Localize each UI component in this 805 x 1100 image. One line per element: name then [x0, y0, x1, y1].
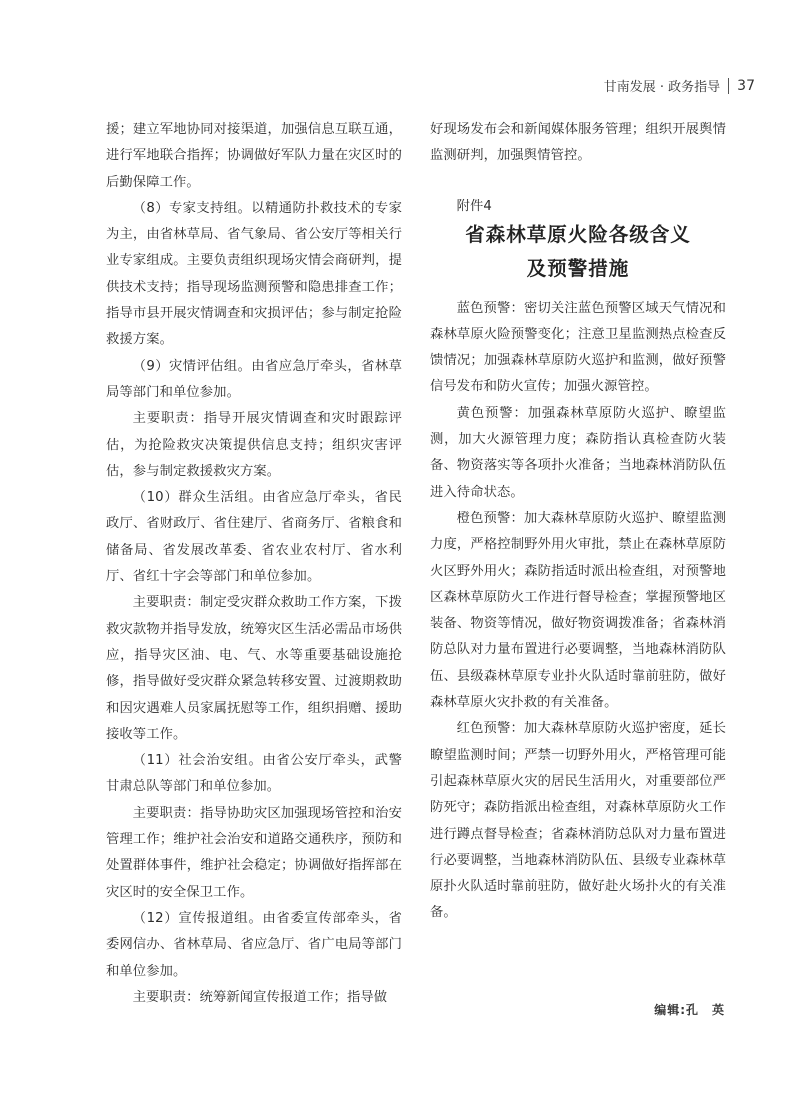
- paragraph: 主要职责：指导开展灾情调查和灾时跟踪评估，为抢险救灾决策提供信息支持；组织灾害评估，参与制定救援救灾方案。: [106, 411, 402, 479]
- attachment-title: [430, 218, 726, 286]
- paragraph: （8）专家支持组。以精通防扑救技术的专家为主，由省林草局、省气象局、省公安厅等相关行业专家组成。主要负责组织现场灾情会商研判，提供技术支持；指导现场监测预警和隐患排查工作；指导市县开展灾情调查和灾损评估；参与制定抢险救援方案。: [106, 200, 402, 348]
- header-divider: [728, 78, 729, 94]
- editor-credit: 编辑:孔 英: [654, 1003, 725, 1017]
- page-number: 37: [737, 77, 755, 94]
- paragraph: 好现场发布会和新闻媒体服务管理；组织开展舆情监测研判，加强舆情管控。: [430, 122, 726, 164]
- paragraph-blue-warning: 蓝色预警：密切关注蓝色预警区域天气情况和森林草原火险预警变化；注意卫星监测热点检查反馈情况；加强森林草原防火巡护和监测，做好预警信号发布和防火宣传；加强火源管控。: [430, 300, 726, 395]
- paragraph: （12）宣传报道组。由省委宣传部牵头，省委网信办、省林草局、省应急厅、省广电局等部门和单位参加。: [106, 910, 402, 979]
- attachment-title-line: 省森林草原火险各级含义: [465, 222, 691, 246]
- paragraph-orange-warning: 橙色预警：加大森林草原防火巡护、瞭望监测力度，严格控制野外用火审批，禁止在森林草原防火区野外用火；森防指适时派出检查组，对预警地区森林草原防火工作进行督导检查；掌握预警地区装备、物资等情况，做好物资调拨准备；省森林消防总队对力量布置进行必要调整，当地森林消防队伍、县级森林草原专业扑火队适时靠前驻防，做好森林草原火灾扑救的有关准备。: [430, 510, 726, 711]
- running-header: [604, 76, 755, 95]
- paragraph: 主要职责：制定受灾群众救助工作方案，下拨救灾款物并指导发放，统筹灾区生活必需品市场供应，指导灾区油、电、气、水等重要基础设施抢修，指导做好受灾群众紧急转移安置、过渡期救助和因灾遇难人员家属抚慰等工作，组织捐赠、援助接收等工作。: [106, 595, 402, 742]
- paragraph: （11）社会治安组。由省公安厅牵头，武警甘肃总队等部门和单位参加。: [106, 753, 402, 795]
- paragraph: （9）灾情评估组。由省应急厅牵头，省林草局等部门和单位参加。: [106, 358, 402, 400]
- right-column: [430, 117, 726, 927]
- attachment-title-line: 及预警措施: [526, 256, 630, 280]
- paragraph: （10）群众生活组。由省应急厅牵头，省民政厅、省财政厅、省住建厅、省商务厅、省粮食和储备局、省发展改革委、省农业农村厅、省水利厅、省红十字会等部门和单位参加。: [106, 490, 402, 585]
- left-column: [106, 117, 402, 1011]
- section-title: 甘南发展 · 政务指导: [603, 80, 721, 95]
- attachment-label: 附件4: [456, 198, 492, 214]
- paragraph: 主要职责：指导协助灾区加强现场管控和治安管理工作；维护社会治安和道路交通秩序，预防和处置群体事件，维护社会稳定；协调做好指挥部在灾区时的安全保卫工作。: [106, 805, 402, 900]
- paragraph: 援；建立军地协同对接渠道，加强信息互联互通，进行军地联合指挥；协调做好军队力量在灾区时的后勤保障工作。: [106, 122, 402, 190]
- paragraph-red-warning: 红色预警：加大森林草原防火巡护密度，延长瞭望监测时间；严禁一切野外用火，严格管理可能引起森林草原火灾的居民生活用火，对重要部位严防死守；森防指派出检查组，对森林草原防火工作进行蹲点督导检查；省森林消防总队对力量布置进行必要调整，当地森林消防队伍、县级专业森林草原扑火队适时靠前驻防，做好赴火场扑火的有关准备。: [430, 721, 726, 921]
- paragraph: 主要职责：统筹新闻宣传报道工作；指导做: [132, 989, 388, 1005]
- paragraph-yellow-warning: 黄色预警：加强森林草原防火巡护、瞭望监测，加大火源管理力度；森防指认真检查防火装备、物资落实等各项扑火准备；当地森林消防队伍进入待命状态。: [430, 405, 726, 500]
